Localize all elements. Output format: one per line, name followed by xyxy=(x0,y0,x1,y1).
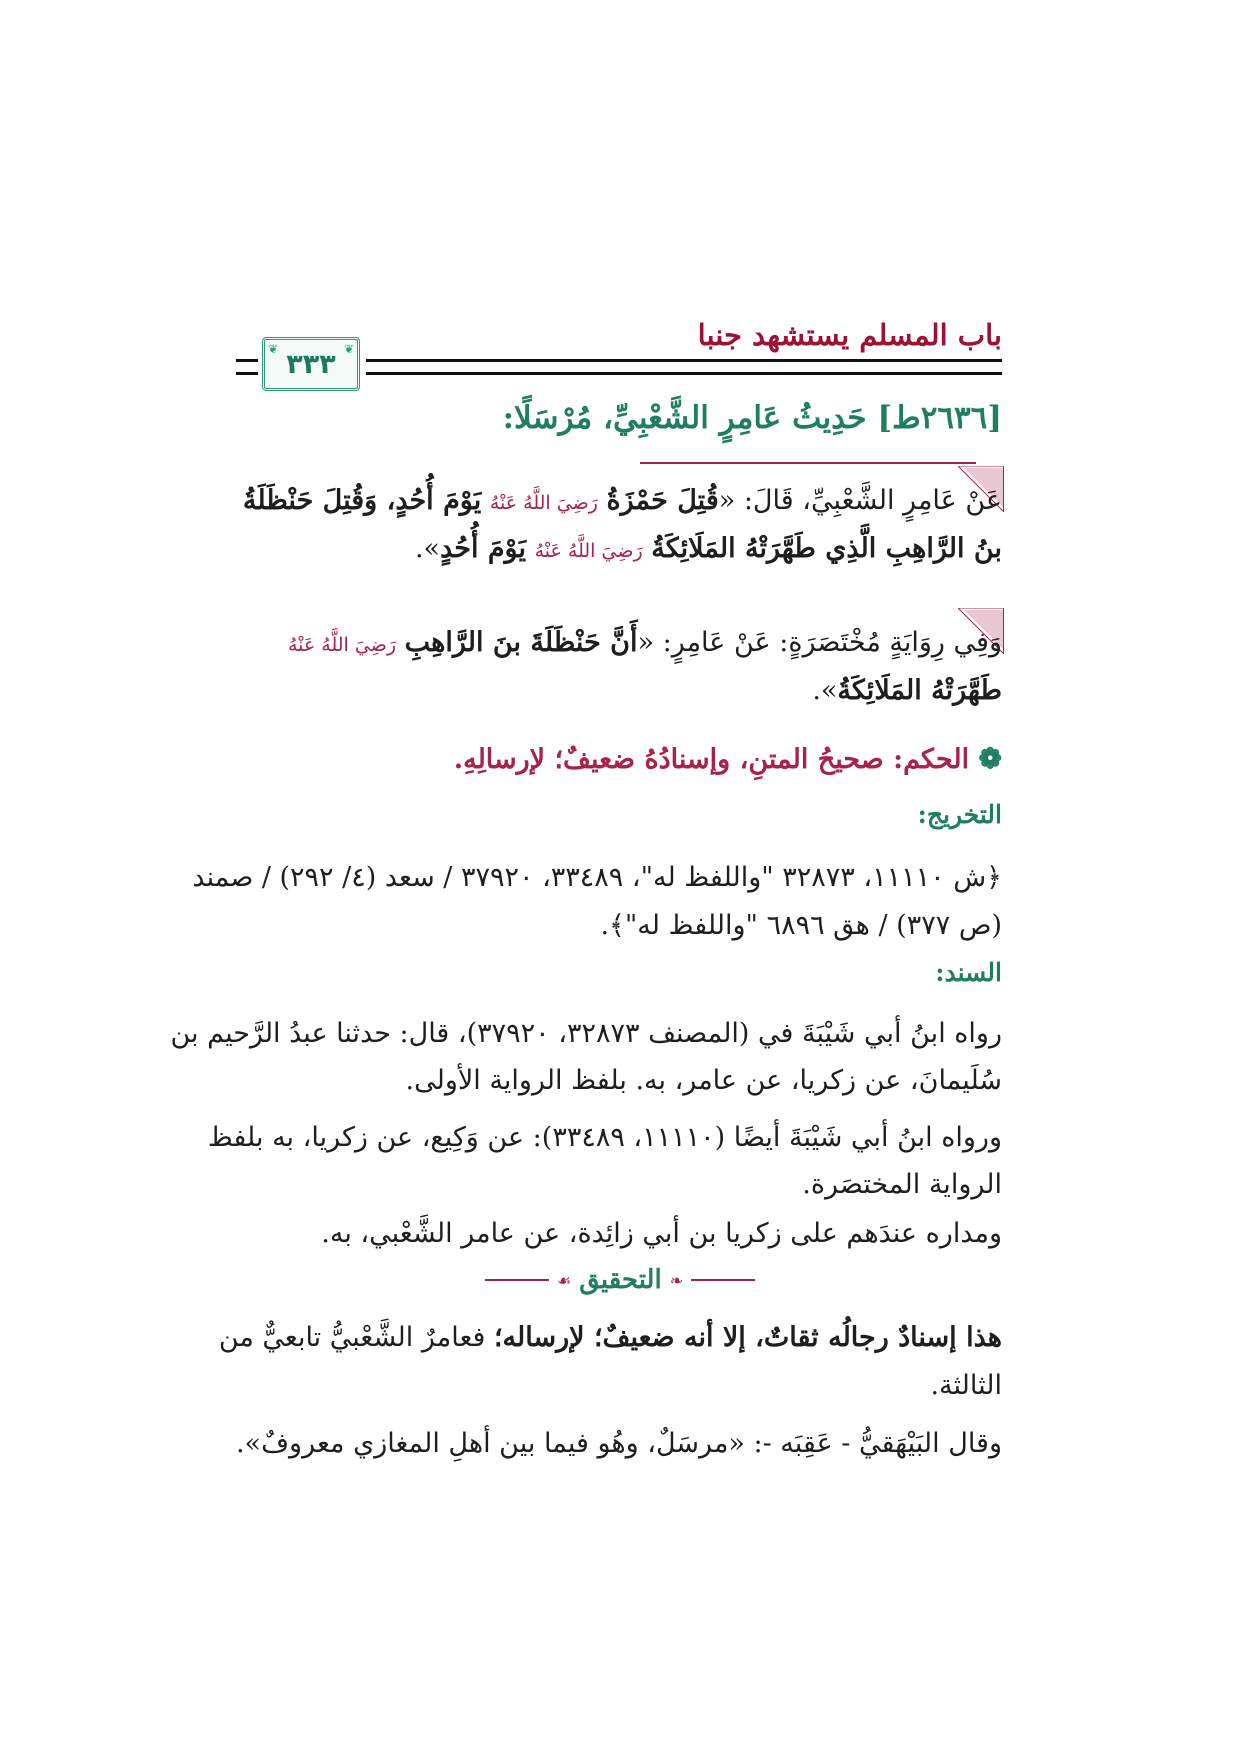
header-rule-top xyxy=(366,359,1002,362)
header-rule-bottom xyxy=(366,372,1002,375)
sanad-paragraph-1: رواه ابنُ أبي شَيْبَةَ في (المصنف ٣٢٨٧٣، ٣٧٩٢٠)، قال: حدثنا عبدُ الرَّحيم بن سُلَيمانَ، عن زكريا، عن عامر، به. بلفظ الرواية الأولى. xyxy=(170,1018,1002,1096)
hadith2-intro: وَفِي رِوَايَةٍ مُخْتَصَرَةٍ: عَنْ عَامِرٍ: « xyxy=(637,627,1002,658)
honorific-icon: رَضِيَ اللَّهُ عَنْهُ xyxy=(489,492,598,514)
page-number: ❦ ٣٣٣ xyxy=(286,348,336,380)
sanad-paragraph-2: ورواه ابنُ أبي شَيْبَةَ أيضًا (١١١١٠، ٣٣٤٨٩): عن وَكِيع، عن زكريا، به بلفظ الرواية المختصَرة. xyxy=(207,1122,1002,1200)
hadith2-seg2: طَهَّرَتْهُ المَلَائِكَةُ xyxy=(837,675,1002,706)
hadith-text-2 xyxy=(230,620,1002,714)
hadith-title: [٢٦٣٦ط] حَدِيثُ عَامِرٍ الشَّعْبِيِّ، مُرْسَلًا: xyxy=(502,400,1002,436)
ornament-icon: ❧ xyxy=(669,1270,684,1290)
honorific-icon: رَضِيَ اللَّهُ عَنْهُ xyxy=(288,634,397,656)
divider-line xyxy=(691,1279,755,1281)
hadith1-seg3: يَوْمَ أُحُدٍ xyxy=(440,533,527,564)
tahqiq-divider xyxy=(400,1260,840,1300)
verdict-text: صحيحُ المتنِ، وإسنادُهُ ضعيفٌ؛ لإرسالِهِ. xyxy=(453,744,884,775)
flower-icon: ❁ xyxy=(978,742,1002,775)
hadith1-seg1: قُتِلَ حَمْزَةُ xyxy=(606,485,719,516)
title-divider xyxy=(640,462,976,464)
tahqiq-paragraph-1 xyxy=(170,1314,1002,1410)
takhrij-heading: التخريج: xyxy=(917,800,1002,829)
header-rule-bottom-left xyxy=(236,372,258,375)
divider-line xyxy=(485,1279,549,1281)
header-rule-top-left xyxy=(236,359,258,362)
hadith1-intro: عَنْ عَامِرٍ الشَّعْبِيِّ، قَالَ: « xyxy=(718,485,1002,516)
sanad-heading: السند: xyxy=(935,958,1002,987)
ornament-icon: ☙ xyxy=(556,1270,572,1290)
running-head: باب المسلم يستشهد جنبا xyxy=(697,318,1002,352)
tahqiq-rest: فعامرٌ الشَّعْبيُّ تابعيٌّ من الثالثة. xyxy=(218,1322,1002,1401)
takhrij-text: ﴿ش ١١١١٠، ٣٢٨٧٣ "واللفظ له"، ٣٣٤٨٩، ٣٧٩٢٠ / سعد (٤/ ٢٩٢) / صمند (ص ٣٧٧) / هق ٦٨٩٦ "واللفظ له"﴾. xyxy=(192,862,1002,941)
hadith1-seg2: يَوْمَ أُحُدٍ، وَقُتِلَ حَنْظَلَةُ بنُ الرَّاهِبِ الَّذِي طَهَّرَتْهُ المَلَائِكَةُ xyxy=(242,485,1002,564)
verdict-label: الحكم: xyxy=(893,744,970,775)
sanad-paragraph-3: ومداره عندَهم على زكريا بن أبي زائِدة، عن عامر الشَّعْبي، به. xyxy=(321,1218,1002,1249)
hadith1-close: ». xyxy=(414,533,441,564)
hadith2-close: ». xyxy=(812,675,838,706)
hadith2-seg1: أَنَّ حَنْظَلَةَ بنَ الرَّاهِبِ xyxy=(404,627,638,658)
page-number-frame xyxy=(262,337,360,391)
honorific-icon: رَضِيَ اللَّهُ عَنْهُ xyxy=(534,540,643,562)
verdict xyxy=(200,742,1002,775)
tahqiq-paragraph-2: وقال البَيْهَقيُّ - عَقِبَه -: «مرسَلٌ، وهُو فيما بين أهلِ المغازي معروفٌ». xyxy=(235,1428,1002,1459)
hadith-text-1 xyxy=(230,478,1002,574)
tahqiq-heading: التحقيق xyxy=(579,1265,662,1295)
tahqiq-bold: هذا إسنادٌ رجالُه ثقاتٌ، إلا أنه ضعيفٌ؛ لإرساله؛ xyxy=(493,1322,1002,1353)
